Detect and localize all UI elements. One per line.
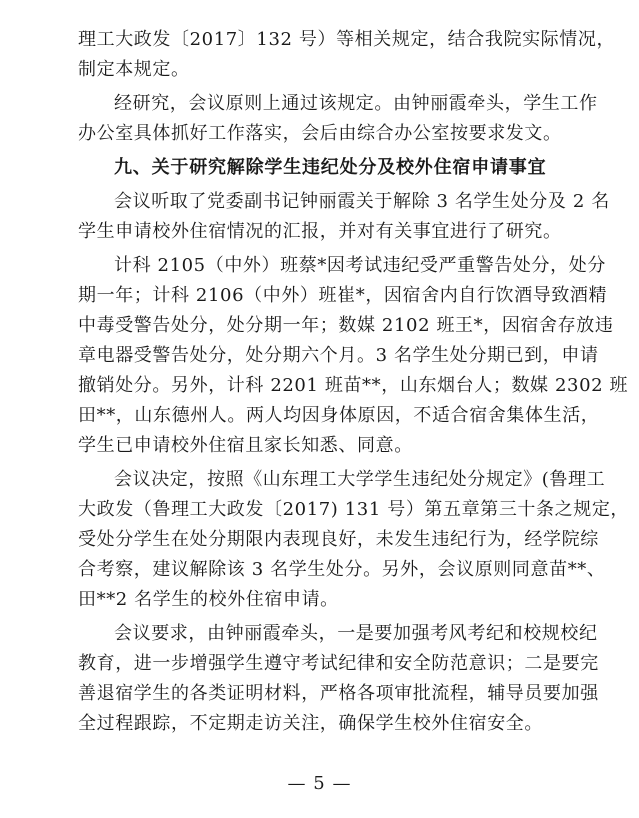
paragraph-line: 制定本规定。 (78, 59, 190, 80)
paragraph-line: 计科 2105（中外）班蔡*因考试违纪受严重警告处分，处分 (114, 255, 606, 276)
paragraph-line: 经研究，会议原则上通过该规定。由钟丽霞牵头，学生工作 (114, 93, 598, 114)
paragraph-line: 大政发（鲁理工大政发〔2017) 131 号）第五章第三十条之规定， (78, 499, 630, 520)
paragraph-line: 合考察，建议解除该 3 名学生处分。另外，会议原则同意苗**、 (78, 559, 606, 580)
paragraph-line: 全过程跟踪，不定期走访关注，确保学生校外住宿安全。 (78, 713, 543, 734)
paragraph-line: 善退宿学生的各类证明材料，严格各项审批流程，辅导员要加强 (78, 683, 599, 704)
paragraph-line: 撤销处分。另外，计科 2201 班苗**，山东烟台人；数媒 2302 班 (78, 375, 629, 396)
paragraph-line: 教育，进一步增强学生遵守考试纪律和安全防范意识；二是要完 (78, 653, 599, 674)
paragraph-line: 学生申请校外住宿情况的汇报，并对有关事宜进行了研究。 (78, 221, 562, 242)
paragraph-line: 中毒受警告处分，处分期一年；数媒 2102 班王*，因宿舍存放违 (78, 315, 614, 336)
paragraph-line: 田**，山东德州人。两人均因身体原因，不适合宿舍集体生活， (78, 405, 600, 426)
paragraph-line: 会议听取了党委副书记钟丽霞关于解除 3 名学生处分及 2 名 (114, 191, 610, 212)
paragraph-line: 学生已申请校外住宿且家长知悉、同意。 (78, 435, 413, 456)
paragraph-line: 办公室具体抓好工作落实，会后由综合办公室按要求发文。 (78, 123, 562, 144)
paragraph-line: 受处分学生在处分期限内表现良好，未发生违纪行为，经学院综 (78, 529, 599, 550)
paragraph-line: 会议决定，按照《山东理工大学学生违纪处分规定》(鲁理工 (114, 469, 606, 490)
section-heading: 九、关于研究解除学生违纪处分及校外住宿申请事宜 (114, 157, 547, 178)
page-number: — 5 — (287, 773, 352, 794)
paragraph-line: 章电器受警告处分，处分期六个月。3 名学生处分期已到，申请 (78, 345, 599, 366)
paragraph-line: 田**2 名学生的校外住宿申请。 (78, 589, 339, 610)
paragraph-line: 期一年；计科 2106（中外）班崔*，因宿舍内自行饮酒导致酒精 (78, 285, 608, 306)
paragraph-line: 理工大政发〔2017〕132 号）等相关规定，结合我院实际情况， (78, 29, 616, 50)
paragraph-line: 会议要求，由钟丽霞牵头，一是要加强考风考纪和校规校纪 (114, 623, 598, 644)
